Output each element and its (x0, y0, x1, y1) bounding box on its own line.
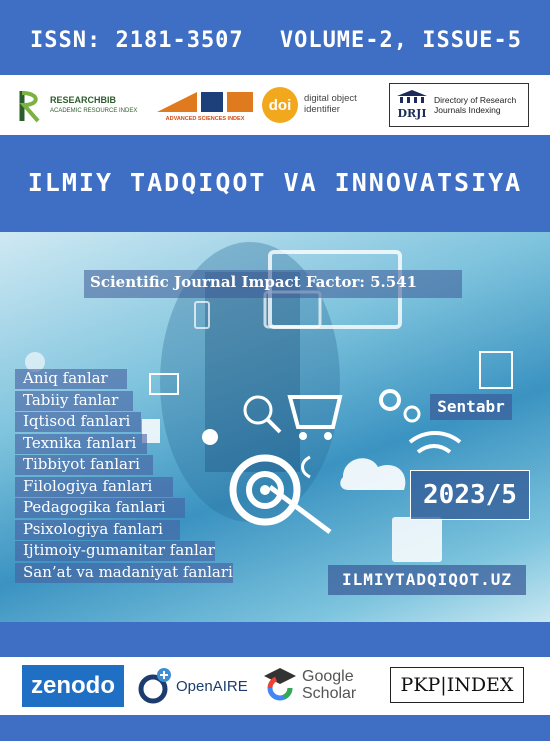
scholar-line-1: Google (302, 668, 354, 686)
subject-item: Tibbiyot fanlari (15, 454, 235, 476)
drji-line-2: Journals Indexing (434, 105, 501, 115)
issn-number: ISSN: 2181-3507 (30, 28, 244, 53)
researchbib-subtitle: ACADEMIC RESOURCE INDEX (50, 108, 138, 114)
drji-line-1: Directory of Research (434, 94, 517, 105)
subject-item: San’at va madaniyat fanlari (15, 562, 235, 584)
impact-factor-banner (84, 270, 462, 298)
header-bar (0, 0, 550, 72)
doi-line-2: identifier (304, 104, 340, 115)
doi-logo (262, 81, 380, 129)
researchbib-name: RESEARCHBIB (50, 95, 117, 105)
pkp-index-logo: PKP|INDEX (390, 667, 524, 703)
subject-item: Psixologiya fanlari (15, 519, 235, 541)
indexing-logos-strip (0, 75, 550, 135)
doi-line-1: digital object (304, 93, 357, 105)
google-scholar-logo (262, 663, 382, 709)
graduation-cap-icon (262, 666, 298, 706)
issue-month: Sentabr (430, 394, 512, 420)
subject-item: Iqtisod fanlari (15, 411, 235, 433)
volume-issue: VOLUME-2, ISSUE-5 (279, 28, 522, 53)
scholar-line-2: Scholar (302, 685, 357, 702)
openaire-name: OpenAIRE (176, 677, 248, 695)
asi-mark-icon (157, 88, 253, 114)
asi-logo (155, 81, 255, 129)
journal-title: ILMIY TADQIQOT VA INNOVATSIYA (27, 168, 523, 197)
database-logos-strip (0, 657, 550, 715)
subject-item: Ijtimoiy-gumanitar fanlar (15, 540, 235, 562)
researchbib-logo (18, 81, 148, 129)
doi-mark: doi (262, 87, 298, 123)
subject-item: Tabiiy fanlar (15, 390, 235, 412)
drji-logo (389, 83, 529, 127)
building-icon (397, 90, 427, 104)
openaire-logo (138, 665, 256, 707)
researchbib-icon (18, 89, 44, 121)
asi-text: ADVANCED SCIENCES INDEX (165, 116, 245, 122)
journal-website: ILMIYTADQIQOT.UZ (328, 565, 526, 595)
openaire-icon (138, 667, 172, 705)
issue-year-number: 2023/5 (410, 470, 530, 520)
impact-factor-text: Scientific Journal Impact Factor: 5.541 (90, 273, 418, 291)
subject-item: Filologiya fanlari (15, 476, 235, 498)
subject-list (15, 368, 235, 583)
drji-mark: DRJI (397, 107, 427, 120)
subject-item: Pedagogika fanlari (15, 497, 235, 519)
zenodo-logo: zenodo (22, 665, 124, 707)
subject-item: Aniq fanlar (15, 368, 235, 390)
subject-item: Texnika fanlari (15, 433, 235, 455)
